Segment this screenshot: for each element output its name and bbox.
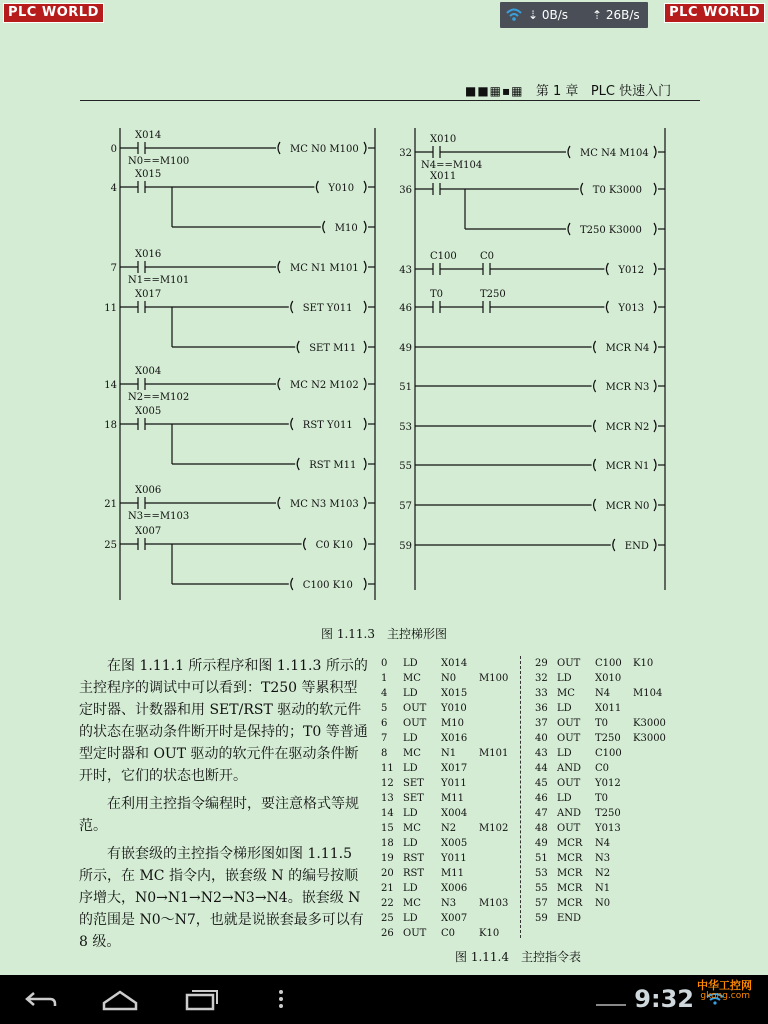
operand: N1 (595, 883, 611, 894)
operand: C100 (595, 748, 622, 759)
instruction: OUT (403, 928, 427, 939)
operand: C100 (595, 658, 622, 669)
step-number: 43 (399, 265, 412, 276)
coil-bracket (297, 341, 299, 353)
coil-bracket (581, 183, 583, 195)
contact-label: T250 (480, 289, 506, 300)
header-marks: ■■▦▪▦ (465, 84, 524, 98)
paragraph: 有嵌套级的主控指令梯形图如图 1.11.5 所示，在 MC 指令内，嵌套级 N 的编号按顺序增大，N0→N1→N2→N3→N4。嵌套级 N 的范围是 N0～N7，也就是说嵌套最多可以有 8 级。 (79, 846, 364, 950)
coil-label: MCR N4 (605, 343, 650, 354)
step-number: 11 (381, 763, 394, 774)
menu-icon[interactable] (276, 985, 286, 1013)
coil-bracket (594, 499, 596, 511)
contact-label: C100 (430, 251, 457, 262)
coil-label: RST M11 (309, 460, 357, 471)
coil-bracket (291, 301, 293, 313)
step-number: 0 (110, 144, 117, 155)
coil-label: MC N2 M102 (290, 380, 359, 391)
operand: N2 (595, 868, 611, 879)
coil-bracket (364, 221, 366, 233)
step-number: 14 (381, 808, 394, 819)
coil-bracket (364, 341, 366, 353)
operand: X011 (595, 703, 622, 714)
contact-label: C0 (480, 251, 495, 262)
coil-bracket (364, 301, 366, 313)
chapter-title: PLC 快速入门 (590, 84, 672, 99)
coil-bracket (278, 497, 280, 509)
operand: Y011 (441, 778, 467, 789)
step-number: 55 (399, 461, 412, 472)
operand: N4 (595, 688, 611, 699)
step-number: 36 (535, 703, 548, 714)
paragraph: 在利用主控指令编程时，要注意格式等规范。 (79, 796, 359, 834)
operand: N3 (441, 898, 457, 909)
operand-2: K3000 (633, 718, 666, 729)
operand: Y010 (441, 703, 467, 714)
step-number: 33 (535, 688, 548, 699)
step-number: 14 (104, 380, 117, 391)
operand-2: M100 (479, 673, 509, 684)
operand: Y011 (441, 853, 467, 864)
step-number: 43 (535, 748, 548, 759)
step-number: 29 (535, 658, 548, 669)
coil-bracket (606, 301, 608, 313)
instruction: OUT (557, 658, 581, 669)
nesting-note: N4==M104 (421, 160, 483, 171)
coil-bracket (654, 380, 656, 392)
operand: X015 (441, 688, 468, 699)
step-number: 19 (381, 853, 394, 864)
operand: Y013 (595, 823, 621, 834)
operand: N4 (595, 838, 611, 849)
download-speed: ⇣ 0B/s (528, 8, 569, 22)
step-number: 7 (110, 263, 117, 274)
clock: 9:32 (634, 985, 694, 1013)
step-number: 22 (381, 898, 394, 909)
coil-bracket (278, 378, 280, 390)
operand: M10 (441, 718, 464, 729)
chapter-label: 第 1 章 (535, 84, 579, 99)
step-number: 26 (381, 928, 394, 939)
instruction: LD (403, 808, 418, 819)
coil-label: MCR N3 (605, 382, 650, 393)
step-number: 48 (535, 823, 548, 834)
operand-2: M102 (479, 823, 509, 834)
coil-bracket (654, 420, 656, 432)
operand: N0 (441, 673, 457, 684)
operand: M11 (441, 868, 464, 879)
step-number: 32 (399, 148, 412, 159)
coil-label: C100 K10 (302, 580, 353, 591)
instruction: MCR (557, 853, 583, 864)
coil-bracket (654, 223, 656, 235)
coil-label: MC N0 M100 (290, 144, 359, 155)
step-number: 51 (535, 853, 548, 864)
plc-world-logo: PLC WORLD (3, 3, 104, 23)
nesting-note: N2==M102 (128, 392, 190, 403)
step-number: 57 (399, 501, 412, 512)
step-number: 49 (535, 838, 548, 849)
coil-label: SET Y011 (302, 303, 353, 314)
operand-2: K10 (633, 658, 654, 669)
operand-2: K3000 (633, 733, 666, 744)
step-number: 37 (535, 718, 548, 729)
coil-label: MCR N2 (605, 422, 650, 433)
watermark: 中华工控网 (697, 979, 752, 992)
instruction: LD (403, 883, 418, 894)
step-number: 36 (399, 185, 412, 196)
operand: N0 (595, 898, 611, 909)
home-icon[interactable] (101, 985, 139, 1013)
step-number: 46 (535, 793, 548, 804)
coil-bracket (304, 538, 306, 550)
step-number: 59 (399, 541, 412, 552)
coil-bracket (297, 458, 299, 470)
coil-label: SET M11 (309, 343, 357, 354)
coil-bracket (594, 380, 596, 392)
step-number: 25 (104, 540, 117, 551)
coil-bracket (364, 497, 366, 509)
coil-bracket (568, 223, 570, 235)
operand: T0 (595, 793, 609, 804)
instruction: LD (557, 673, 572, 684)
plc-world-logo-right: PLC WORLD (664, 3, 765, 23)
coil-bracket (654, 499, 656, 511)
coil-label: RST Y011 (302, 420, 353, 431)
operand: T250 (595, 733, 621, 744)
step-number: 8 (381, 748, 388, 759)
instruction: LD (403, 688, 418, 699)
step-number: 18 (104, 420, 117, 431)
operand: Y012 (595, 778, 621, 789)
instruction: SET (403, 793, 424, 804)
coil-bracket (364, 418, 366, 430)
contact-label: X017 (135, 289, 162, 300)
step-number: 57 (535, 898, 548, 909)
instruction: OUT (557, 718, 581, 729)
operand: X006 (441, 883, 468, 894)
coil-bracket (594, 341, 596, 353)
contact-label: X015 (135, 169, 162, 180)
instruction: RST (403, 868, 425, 879)
paragraph: 在图 1.11.1 所示程序和图 1.11.3 所示的主控程序的调试中可以看到：T250 等累积型定时器、计数器和用 SET/RST 驱动的软元件的状态在驱动条件断开时是保持的；T0 等普通型定时器和 OUT 驱动的软元件在驱动条件断开时，它们的状态也断开。 (79, 658, 368, 784)
operand: X007 (441, 913, 468, 924)
step-number: 21 (104, 499, 117, 510)
step-number: 21 (381, 883, 394, 894)
body-text (79, 655, 369, 953)
instruction: LD (403, 763, 418, 774)
operand: X004 (441, 808, 468, 819)
instruction: SET (403, 778, 424, 789)
recent-apps-icon[interactable] (183, 985, 221, 1013)
instruction: OUT (557, 733, 581, 744)
contact-label: X005 (135, 406, 162, 417)
instruction: AND (557, 808, 581, 819)
step-number: 51 (399, 382, 412, 393)
contact-label: T0 (430, 289, 444, 300)
instruction: OUT (557, 778, 581, 789)
coil-bracket (654, 146, 656, 158)
step-number: 12 (381, 778, 394, 789)
step-number: 0 (381, 658, 388, 669)
instruction: MC (557, 688, 575, 699)
coil-bracket (654, 301, 656, 313)
instruction: MC (403, 823, 421, 834)
step-number: 1 (381, 673, 388, 684)
instruction: MCR (557, 838, 583, 849)
instruction: RST (403, 853, 425, 864)
coil-label: C0 K10 (315, 540, 353, 551)
instruction: MCR (557, 898, 583, 909)
contact-label: X007 (135, 526, 162, 537)
coil-label: MC N4 M104 (580, 148, 649, 159)
instruction: MC (403, 673, 421, 684)
coil-label: T0 K3000 (592, 185, 642, 196)
instruction: OUT (403, 718, 427, 729)
step-number: 25 (381, 913, 394, 924)
coil-label: MC N3 M103 (290, 499, 359, 510)
instruction: LD (557, 793, 572, 804)
step-number: 13 (381, 793, 394, 804)
operand: N2 (441, 823, 457, 834)
operand-2: M104 (633, 688, 663, 699)
coil-bracket (278, 142, 280, 154)
step-number: 4 (381, 688, 388, 699)
operand: C0 (595, 763, 610, 774)
step-number: 59 (535, 913, 548, 924)
operand: X005 (441, 838, 468, 849)
nesting-note: N1==M101 (128, 275, 190, 286)
coil-label: MCR N0 (605, 501, 650, 512)
android-navbar (0, 975, 768, 1024)
contact-label: X010 (430, 134, 457, 145)
coil-label: MC N1 M101 (290, 263, 359, 274)
coil-bracket (364, 181, 366, 193)
coil-bracket (316, 181, 318, 193)
step-number: 11 (104, 303, 117, 314)
instruction: AND (557, 763, 581, 774)
coil-bracket (323, 221, 325, 233)
operand-2: K10 (479, 928, 500, 939)
operand-2: M103 (479, 898, 509, 909)
coil-bracket (291, 418, 293, 430)
operand: N3 (595, 853, 611, 864)
instruction: OUT (557, 823, 581, 834)
step-number: 18 (381, 838, 394, 849)
step-number: 45 (535, 778, 548, 789)
instruction: END (557, 913, 582, 924)
contact-label: X011 (430, 171, 457, 182)
coil-bracket (594, 420, 596, 432)
coil-label: Y013 (618, 303, 645, 314)
coil-bracket (654, 183, 656, 195)
instruction: LD (403, 913, 418, 924)
table-caption: 图 1.11.4 主控指令表 (455, 950, 581, 964)
coil-label: MCR N1 (605, 461, 650, 472)
step-number: 5 (381, 703, 388, 714)
contact-label: X016 (135, 249, 162, 260)
operand: X016 (441, 733, 468, 744)
coil-bracket (364, 578, 366, 590)
coil-bracket (364, 538, 366, 550)
coil-label: M10 (334, 223, 358, 234)
separator-icon (596, 993, 626, 1021)
operand: X010 (595, 673, 622, 684)
step-number: 40 (535, 733, 548, 744)
coil-bracket (278, 261, 280, 273)
operand: X017 (441, 763, 468, 774)
instruction: MCR (557, 868, 583, 879)
instruction: MCR (557, 883, 583, 894)
operand: T250 (595, 808, 621, 819)
step-number: 20 (381, 868, 394, 879)
watermark-url: gkong.com (700, 991, 750, 1001)
step-number: 55 (535, 883, 548, 894)
coil-label: Y010 (328, 183, 355, 194)
ladder-caption: 图 1.11.3 主控梯形图 (321, 627, 447, 641)
coil-bracket (364, 458, 366, 470)
coil-bracket (364, 261, 366, 273)
step-number: 46 (399, 303, 412, 314)
operand: M11 (441, 793, 464, 804)
instruction: LD (403, 838, 418, 849)
coil-label: T250 K3000 (580, 225, 642, 236)
nesting-note: N3==M103 (128, 511, 190, 522)
instruction: LD (557, 703, 572, 714)
coil-bracket (606, 263, 608, 275)
coil-bracket (594, 459, 596, 471)
step-number: 49 (399, 343, 412, 354)
step-number: 53 (535, 868, 548, 879)
coil-bracket (654, 341, 656, 353)
instruction: LD (403, 658, 418, 669)
step-number: 15 (381, 823, 394, 834)
upload-speed: ⇡ 26B/s (592, 8, 640, 22)
step-number: 32 (535, 673, 548, 684)
coil-label: Y012 (618, 265, 645, 276)
coil-bracket (613, 539, 615, 551)
contact-label: X006 (135, 485, 162, 496)
step-number: 4 (110, 183, 117, 194)
step-number: 7 (381, 733, 388, 744)
coil-label: END (624, 541, 649, 552)
contact-label: X004 (135, 366, 162, 377)
instruction: MC (403, 898, 421, 909)
coil-bracket (654, 539, 656, 551)
operand: X014 (441, 658, 468, 669)
step-number: 53 (399, 422, 412, 433)
instruction: LD (557, 748, 572, 759)
nesting-note: N0==M100 (128, 156, 190, 167)
step-number: 6 (381, 718, 388, 729)
coil-bracket (654, 459, 656, 471)
operand: N1 (441, 748, 457, 759)
operand-2: M101 (479, 748, 509, 759)
operand: C0 (441, 928, 456, 939)
coil-bracket (654, 263, 656, 275)
operand: T0 (595, 718, 609, 729)
instruction: LD (403, 733, 418, 744)
back-icon[interactable] (24, 985, 58, 1013)
step-number: 47 (535, 808, 548, 819)
table-divider (520, 656, 521, 938)
step-number: 44 (535, 763, 548, 774)
instruction: OUT (403, 703, 427, 714)
coil-bracket (364, 142, 366, 154)
contact-label: X014 (135, 130, 162, 141)
instruction: MC (403, 748, 421, 759)
coil-bracket (568, 146, 570, 158)
coil-bracket (364, 378, 366, 390)
coil-bracket (291, 578, 293, 590)
